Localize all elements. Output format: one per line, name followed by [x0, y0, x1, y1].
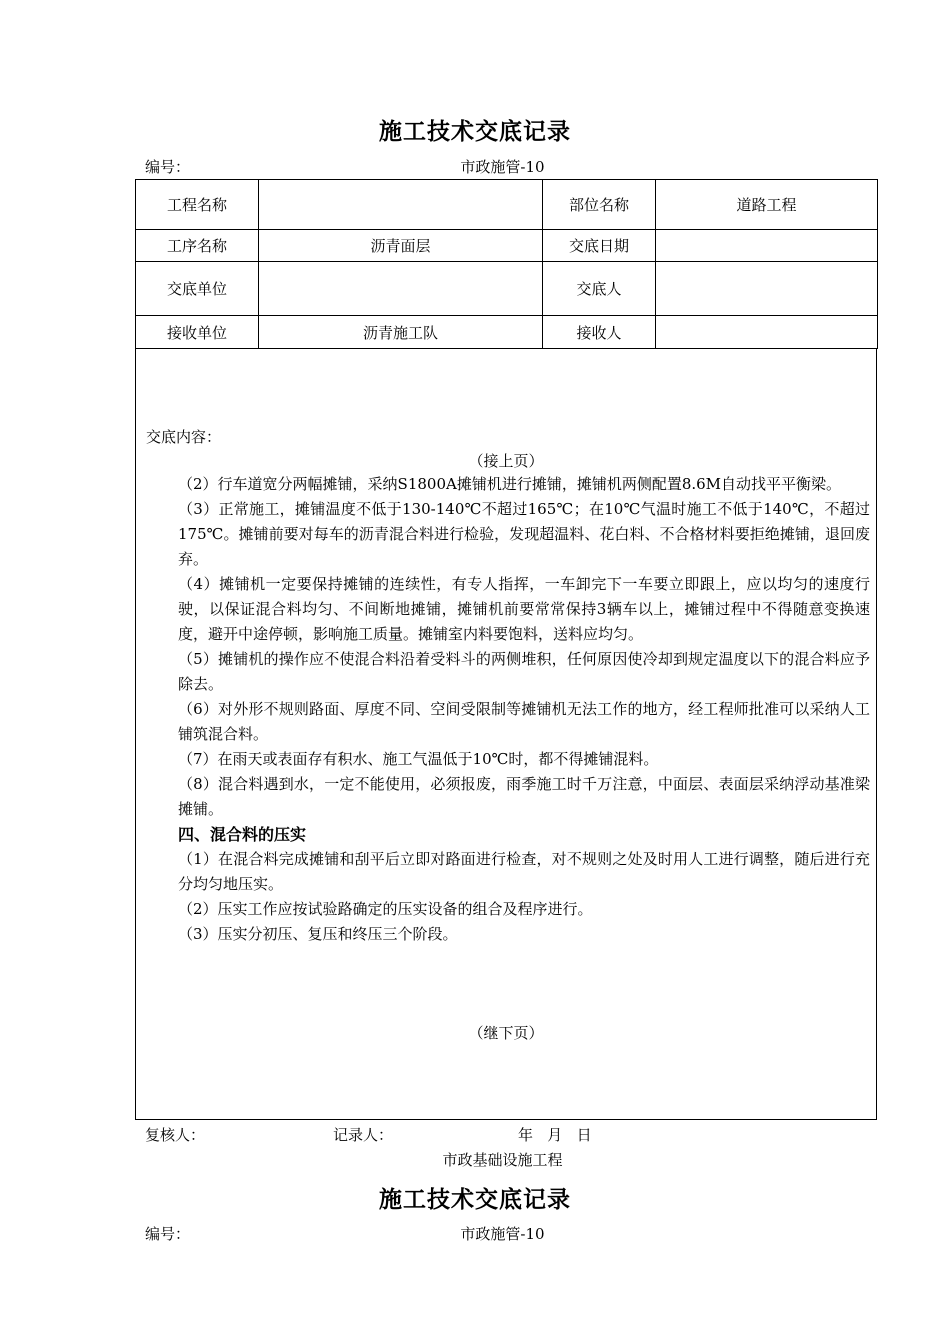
continued-from: （接上页） [468, 452, 544, 470]
process-label: 工序名称 [136, 230, 259, 262]
part-name-value[interactable]: 道路工程 [656, 180, 878, 230]
unit-label: 交底单位 [136, 262, 259, 316]
paragraph: （6）对外形不规则路面、厚度不同、空间受限制等摊铺机无法工作的地方，经工程师批准可以采纳人工铺筑混合料。 [178, 700, 870, 743]
paragraph: （4）摊铺机一定要保持摊铺的连续性，有专人指挥，一车卸完下一车要立即跟上，应以均匀的速度行驶，以保证混合料均匀、不间断地摊铺，摊铺机前要常常保持3辆车以上，摊铺过程中不得随意变换速度，避开中途停顿，影响施工质量。摊铺室内料要饱料，送料应均匀。 [178, 575, 870, 643]
project-name-value[interactable] [259, 180, 543, 230]
date-value[interactable] [656, 230, 878, 262]
part-name-label: 部位名称 [543, 180, 656, 230]
next-number-value: 市政施管-10 [460, 1225, 545, 1243]
paragraph: （3）正常施工，摊铺温度不低于130-140℃不超过165℃；在10℃气温时施工不低于140℃，不超过175℃。摊铺前要对每车的沥青混合料进行检验，发现超温料、花白料、不合格材料要拒绝摊铺，退回废弃。 [178, 500, 870, 568]
reviewer-label: 复核人： [145, 1126, 206, 1144]
paragraph: （2）行车道宽分两幅摊铺，采纳S1800A摊铺机进行摊铺，摊铺机两侧配置8.6M自动找平平衡梁。 [178, 475, 842, 493]
paragraph: （3）压实分初压、复压和终压三个阶段。 [178, 925, 458, 943]
content-label: 交底内容： [146, 428, 222, 446]
table-row [136, 230, 878, 262]
project-name-label: 工程名称 [136, 180, 259, 230]
date-label: 交底日期 [543, 230, 656, 262]
table-row [136, 180, 878, 230]
recorder-label: 记录人： [333, 1126, 394, 1144]
process-value[interactable]: 沥青面层 [259, 230, 543, 262]
table-row [136, 262, 878, 316]
next-page-title: 施工技术交底记录 [379, 1186, 571, 1213]
paragraph: （7）在雨天或表面存有积水、施工气温低于10℃时，都不得摊铺混料。 [178, 750, 659, 768]
content-box [135, 348, 877, 1120]
person-label: 交底人 [543, 262, 656, 316]
continued-next: （继下页） [468, 1024, 544, 1042]
table-row [136, 316, 878, 349]
content-body [178, 472, 870, 947]
receiver-unit-value[interactable]: 沥青施工队 [259, 316, 543, 349]
number-value: 市政施管-10 [460, 158, 545, 176]
number-label: 编号： [145, 158, 191, 176]
receiver-unit-label: 接收单位 [136, 316, 259, 349]
paragraph: （1）在混合料完成摊铺和刮平后立即对路面进行检查，对不规则之处及时用人工进行调整，随后进行充分均匀地压实。 [178, 850, 870, 893]
receiver-value[interactable] [656, 316, 878, 349]
paragraph: （5）摊铺机的操作应不使混合料沿着受料斗的两侧堆积，任何原因使冷却到规定温度以下的混合料应予除去。 [178, 650, 870, 693]
section-heading: 四、混合料的压实 [178, 825, 307, 844]
unit-value[interactable] [259, 262, 543, 316]
date-signature: 年 月 日 [518, 1126, 592, 1144]
paragraph: （2）压实工作应按试验路确定的压实设备的组合及程序进行。 [178, 900, 593, 918]
receiver-label: 接收人 [543, 316, 656, 349]
next-number-label: 编号： [145, 1225, 191, 1243]
info-table [135, 179, 878, 349]
person-value[interactable] [656, 262, 878, 316]
paragraph: （8）混合料遇到水，一定不能使用，必须报废，雨季施工时千万注意，中面层、表面层采纳浮动基准梁摊铺。 [178, 775, 870, 818]
page-title: 施工技术交底记录 [379, 118, 571, 145]
organization: 市政基础设施工程 [442, 1151, 563, 1169]
